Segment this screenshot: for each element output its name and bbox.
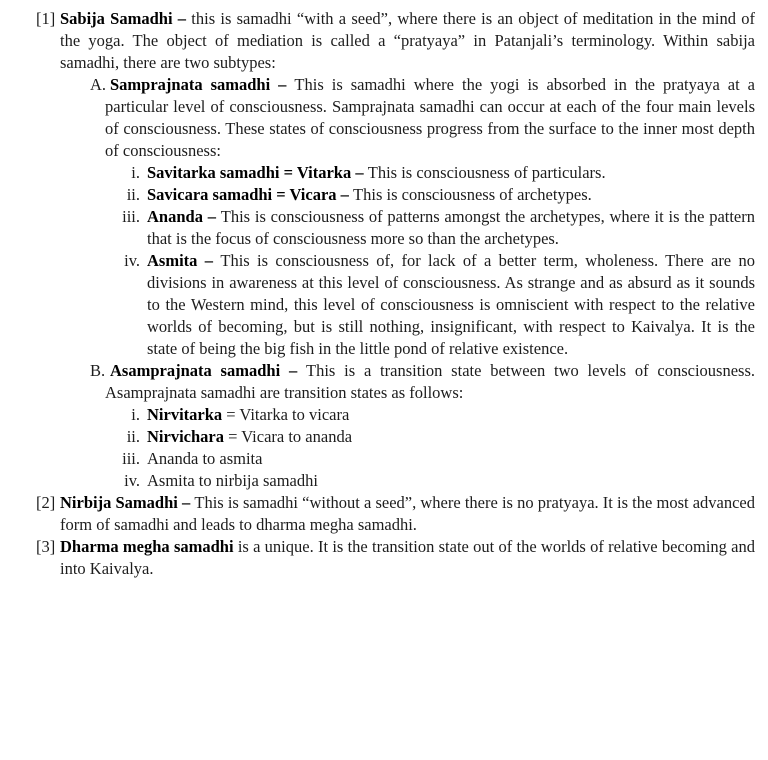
item-nirvichara (0, 426, 755, 448)
item-marker: [3] (36, 537, 56, 556)
item-marker: i. (131, 405, 140, 424)
item-title: Ananda – (147, 207, 221, 226)
item-body: This is consciousness of, for lack of a better term, wholeness. There are no divisions in awareness at this level of consciousness. As strange and as absurd as it sounds to the Western mind, this level of consciousness is omniscient with respect to the relative worlds of becoming, but is still nothing, insignificant, with respect to Kaivalya. It is the state of being the big fish in the little pond of relative existence. (147, 251, 755, 358)
item-title: Asmita – (147, 251, 221, 270)
item-ananda (0, 206, 755, 250)
item-marker: i. (131, 163, 140, 182)
item-asamprajnata (0, 360, 755, 404)
item-nirvitarka (0, 404, 755, 426)
item-title: Samprajnata samadhi – (110, 75, 295, 94)
item-body: This is samadhi where the yogi is absorbed in the pratyaya at a particular level of consciousness. Samprajnata samadhi can occur at each of the four main levels of consciousness. These states of consciousness progress from the surface to the inner most depth of consciousness: (105, 75, 755, 160)
item-body: This is consciousness of patterns amongst the archetypes, where it is the pattern that is the focus of consciousness more so than the archetypes. (147, 207, 755, 248)
item-body: = Vitarka to vicara (226, 405, 350, 424)
item-marker: B. (90, 361, 106, 380)
item-marker: iii. (122, 207, 140, 226)
item-body: This is samadhi “without a seed”, where there is no pratyaya. It is the most advanced form of samadhi and leads to dharma megha samadhi. (60, 493, 756, 534)
item-asmita (0, 250, 755, 360)
item-body: Asmita to nirbija samadhi (147, 471, 318, 490)
item-body: is a unique. It is the transition state out of the worlds of relative becoming and into Kaivalya. (60, 537, 755, 578)
item-marker: ii. (126, 185, 140, 204)
item-body: Ananda to asmita (147, 449, 263, 468)
item-savicara (0, 184, 755, 206)
item-title: Sabija Samadhi – (60, 9, 192, 28)
item-title: Savicara samadhi = Vicara – (147, 185, 354, 204)
item-marker: [1] (36, 9, 56, 28)
item-marker: [2] (36, 493, 56, 512)
item-body: = Vicara to ananda (228, 427, 353, 446)
item-title: Nirvichara (147, 427, 229, 446)
item-asmita-to-nirbija (0, 470, 755, 492)
item-title: Dharma megha samadhi (60, 537, 238, 556)
item-marker: ii. (126, 427, 140, 446)
item-body: This is consciousness of archetypes. (353, 185, 592, 204)
item-body: This is a transition state between two levels of consciousness. Asamprajnata samadhi are transition states as follows: (105, 361, 755, 402)
item-title: Asamprajnata samadhi – (110, 361, 306, 380)
item-marker: iv. (124, 471, 140, 490)
item-title: Savitarka samadhi = Vitarka – (147, 163, 368, 182)
item-savitarka (0, 162, 755, 184)
item-marker: iii. (122, 449, 140, 468)
item-body: this is samadhi “with a seed”, where there is an object of meditation in the mind of the yoga. The object of mediation is called a “pratyaya” in Patanjali’s terminology. Within sabija samadhi, there are two subtypes: (60, 9, 755, 72)
item-marker: iv. (124, 251, 140, 270)
item-nirbija-samadhi (0, 492, 755, 536)
item-sabija-samadhi (0, 8, 755, 74)
item-body: This is consciousness of particulars. (367, 163, 606, 182)
item-title: Nirbija Samadhi – (60, 493, 195, 512)
item-title: Nirvitarka (147, 405, 227, 424)
item-samprajnata (0, 74, 755, 162)
item-ananda-to-asmita (0, 448, 755, 470)
item-marker: A. (90, 75, 107, 94)
item-dharma-megha (0, 536, 755, 580)
